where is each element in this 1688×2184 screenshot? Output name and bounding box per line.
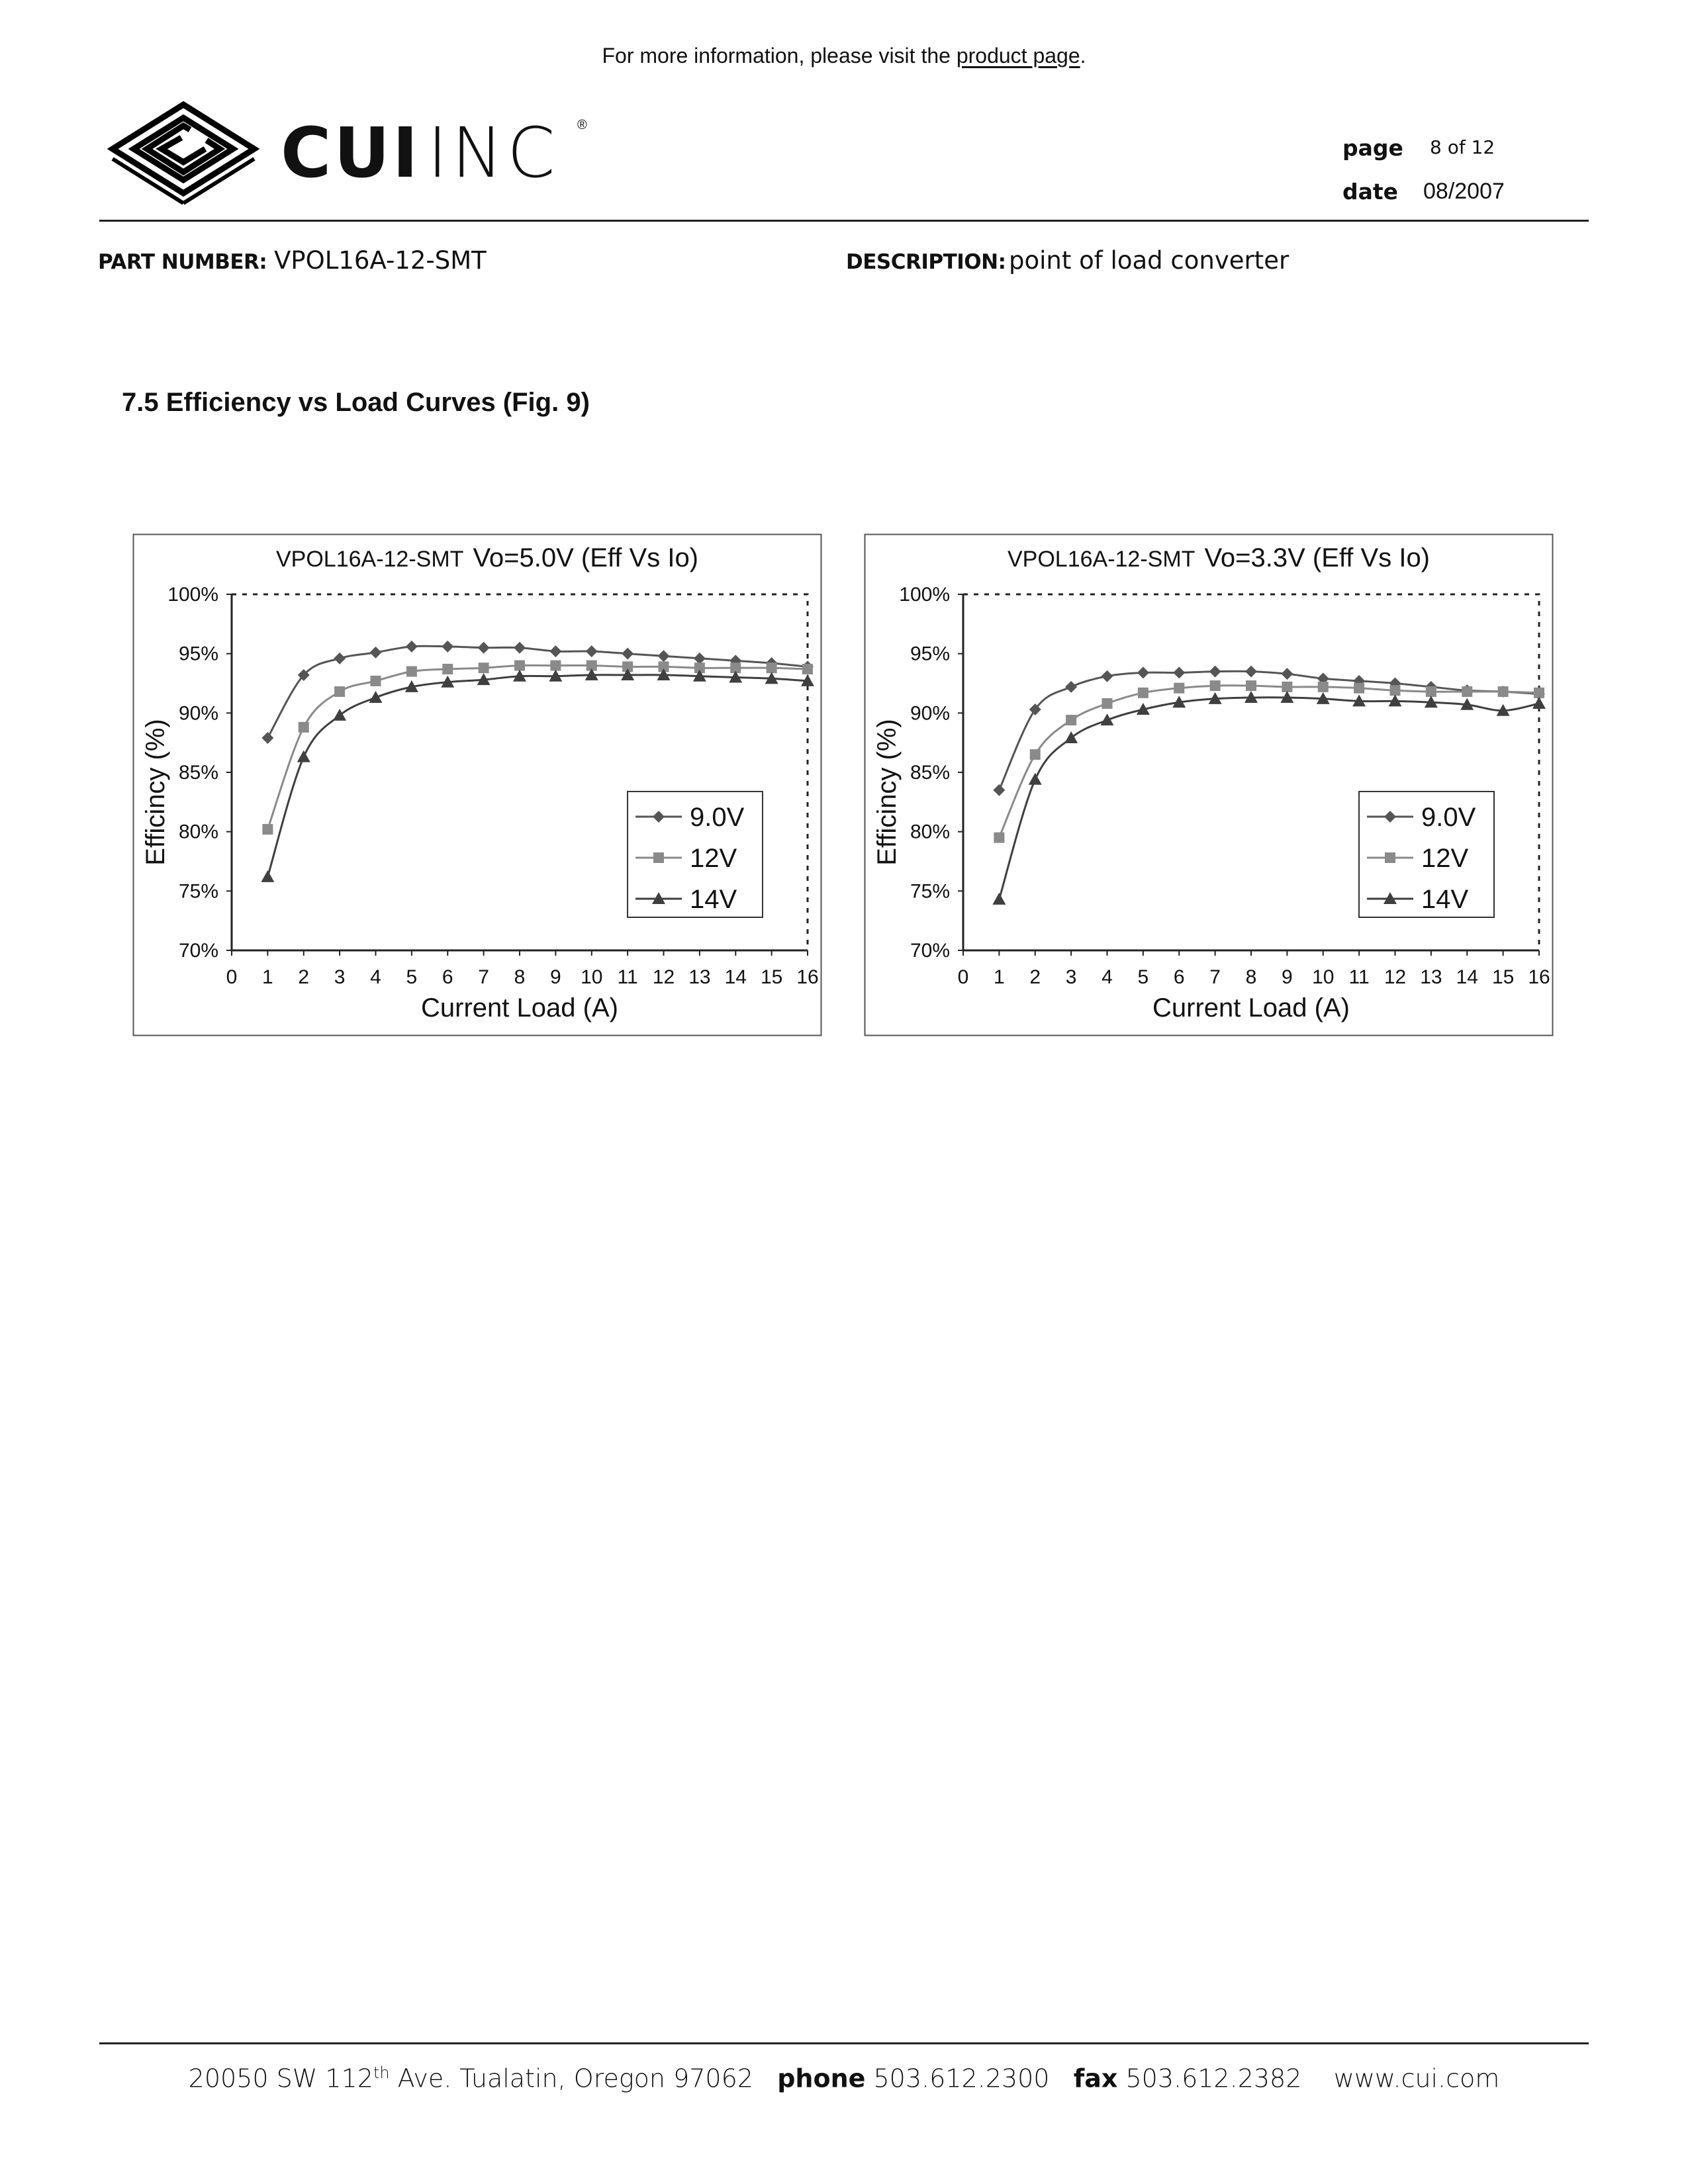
x-tick-label: 3 [1065,966,1077,988]
footer-phone-label: phone [777,2064,866,2093]
chart-title-condition: Vo=3.3V (Eff Vs Io) [1204,543,1430,572]
x-tick-label: 11 [1348,966,1370,988]
date-label: date [1342,179,1399,205]
data-point [299,722,309,733]
x-tick-label: 14 [1456,966,1478,988]
footer-divider [99,2042,1589,2044]
legend-marker [1385,852,1395,863]
legend-label: 14V [1421,885,1469,914]
x-tick-label: 5 [1137,966,1149,988]
footer-address-pre: 20050 SW 112 [188,2064,373,2093]
y-tick-label: 85% [178,762,218,784]
y-tick-label: 75% [178,880,218,903]
section-title: 7.5 Efficiency vs Load Curves (Fig. 9) [122,388,590,417]
legend-label: 9.0V [1421,803,1476,832]
info-suffix: . [1080,44,1086,68]
chart-title-part: VPOL16A-12-SMT [275,547,464,572]
logo-wordmark [281,113,559,193]
y-tick-label: 85% [910,762,950,784]
header-divider [99,220,1589,222]
x-tick-label: 12 [652,966,675,988]
x-tick-label: 16 [796,966,819,988]
data-point [334,686,345,697]
y-tick-label: 100% [899,584,950,606]
chart-title-condition: Vo=5.0V (Eff Vs Io) [473,543,699,572]
legend-marker [653,852,664,863]
info-line [0,44,1688,68]
date-value: 08/2007 [1423,179,1505,204]
data-point [550,660,561,671]
data-point [994,833,1004,843]
product-page-link[interactable]: product page [956,44,1080,68]
y-tick-label: 100% [167,584,218,606]
data-point [1138,688,1149,698]
x-tick-label: 8 [1245,966,1257,988]
data-point [371,676,381,686]
x-tick-label: 12 [1383,966,1407,988]
y-tick-label: 75% [910,880,950,903]
footer-phone: 503.612.2300 [873,2064,1050,2093]
x-tick-label: 4 [1102,966,1113,988]
description-label: DESCRIPTION: [846,250,1006,274]
y-tick-label: 95% [910,643,950,665]
data-point [1498,686,1509,697]
legend-label: 14V [690,885,737,914]
footer-fax-label: fax [1073,2064,1118,2093]
data-point [514,660,525,671]
y-tick-label: 70% [910,940,950,962]
footer-address-post: Ave. Tualatin, Oregon 97062 [389,2064,753,2093]
x-tick-label: 2 [1029,966,1041,988]
x-tick-label: 2 [298,966,310,988]
x-tick-label: 9 [550,966,561,988]
legend-label: 12V [690,844,737,873]
data-point [1246,680,1256,691]
data-point [1318,682,1329,692]
data-point [1066,715,1076,725]
x-tick-label: 3 [334,966,346,988]
data-point [1174,683,1184,694]
footer-website[interactable]: www.cui.com [1333,2064,1500,2093]
footer-fax: 503.612.2382 [1125,2064,1302,2093]
x-tick-label: 11 [617,966,638,988]
x-tick-label: 4 [370,966,381,988]
footer [0,2064,1688,2093]
data-point [1534,688,1544,698]
part-number-value: VPOL16A-12-SMT [274,246,487,275]
y-axis-label: Efficincy (%) [872,719,902,866]
x-tick-label: 0 [957,966,969,988]
logo-cui-text: CUI [281,113,421,193]
chart-title [276,543,698,572]
y-tick-label: 80% [910,821,950,843]
page-value: 8 of 12 [1430,136,1495,158]
x-tick-label: 9 [1282,966,1293,988]
x-tick-label: 15 [760,966,783,988]
page-label: page [1342,135,1403,161]
data-point [1210,680,1221,691]
chart-efficiency-5v0 [132,533,822,1036]
y-tick-label: 80% [178,821,218,843]
y-tick-label: 90% [910,702,950,725]
data-point [262,824,273,835]
cui-logo-mark-icon [107,99,259,205]
cui-logo [107,99,600,205]
x-tick-label: 15 [1491,966,1515,988]
data-point [442,664,453,674]
y-axis-label: Efficincy (%) [141,719,170,866]
chart-efficiency-3v3 [864,533,1554,1036]
legend [1359,792,1494,917]
x-tick-label: 10 [581,966,603,988]
x-tick-label: 16 [1528,966,1550,988]
data-point [1102,698,1113,709]
description-value: point of load converter [1009,246,1289,275]
x-tick-label: 13 [688,966,711,988]
registered-mark: ® [577,118,587,132]
data-point [1354,683,1364,694]
x-tick-label: 0 [226,966,238,988]
y-tick-label: 95% [178,643,218,665]
y-tick-label: 70% [178,940,218,962]
legend-label: 9.0V [690,803,745,832]
data-point [406,666,417,677]
part-number-label: PART NUMBER: [98,250,267,274]
chart-frame [134,535,821,1036]
x-tick-label: 6 [1173,966,1185,988]
legend-label: 12V [1421,844,1469,873]
data-point [1390,685,1401,696]
data-point [1462,686,1472,697]
data-point [479,662,489,673]
data-point [1030,749,1041,760]
x-tick-label: 14 [724,966,747,988]
chart-frame [865,535,1553,1036]
chart-title [1008,543,1430,572]
x-tick-label: 5 [406,966,418,988]
x-tick-label: 8 [514,966,526,988]
x-tick-label: 7 [478,966,489,988]
info-prefix: For more information, please visit the [602,44,951,68]
x-tick-label: 6 [442,966,453,988]
data-point [1282,682,1292,692]
data-point [1426,686,1436,697]
x-tick-label: 13 [1420,966,1442,988]
footer-address-sup: th [373,2064,390,2082]
x-axis-label: Current Load (A) [1152,993,1350,1023]
x-tick-label: 10 [1312,966,1335,988]
x-tick-label: 1 [262,966,273,988]
y-tick-label: 90% [178,702,218,725]
x-axis-label: Current Load (A) [421,993,618,1023]
data-point [767,662,777,673]
x-tick-label: 1 [994,966,1005,988]
logo-inc-text: INC [427,113,559,193]
data-point [802,664,813,674]
legend [628,792,763,917]
chart-title-part: VPOL16A-12-SMT [1007,547,1196,572]
x-tick-label: 7 [1209,966,1221,988]
